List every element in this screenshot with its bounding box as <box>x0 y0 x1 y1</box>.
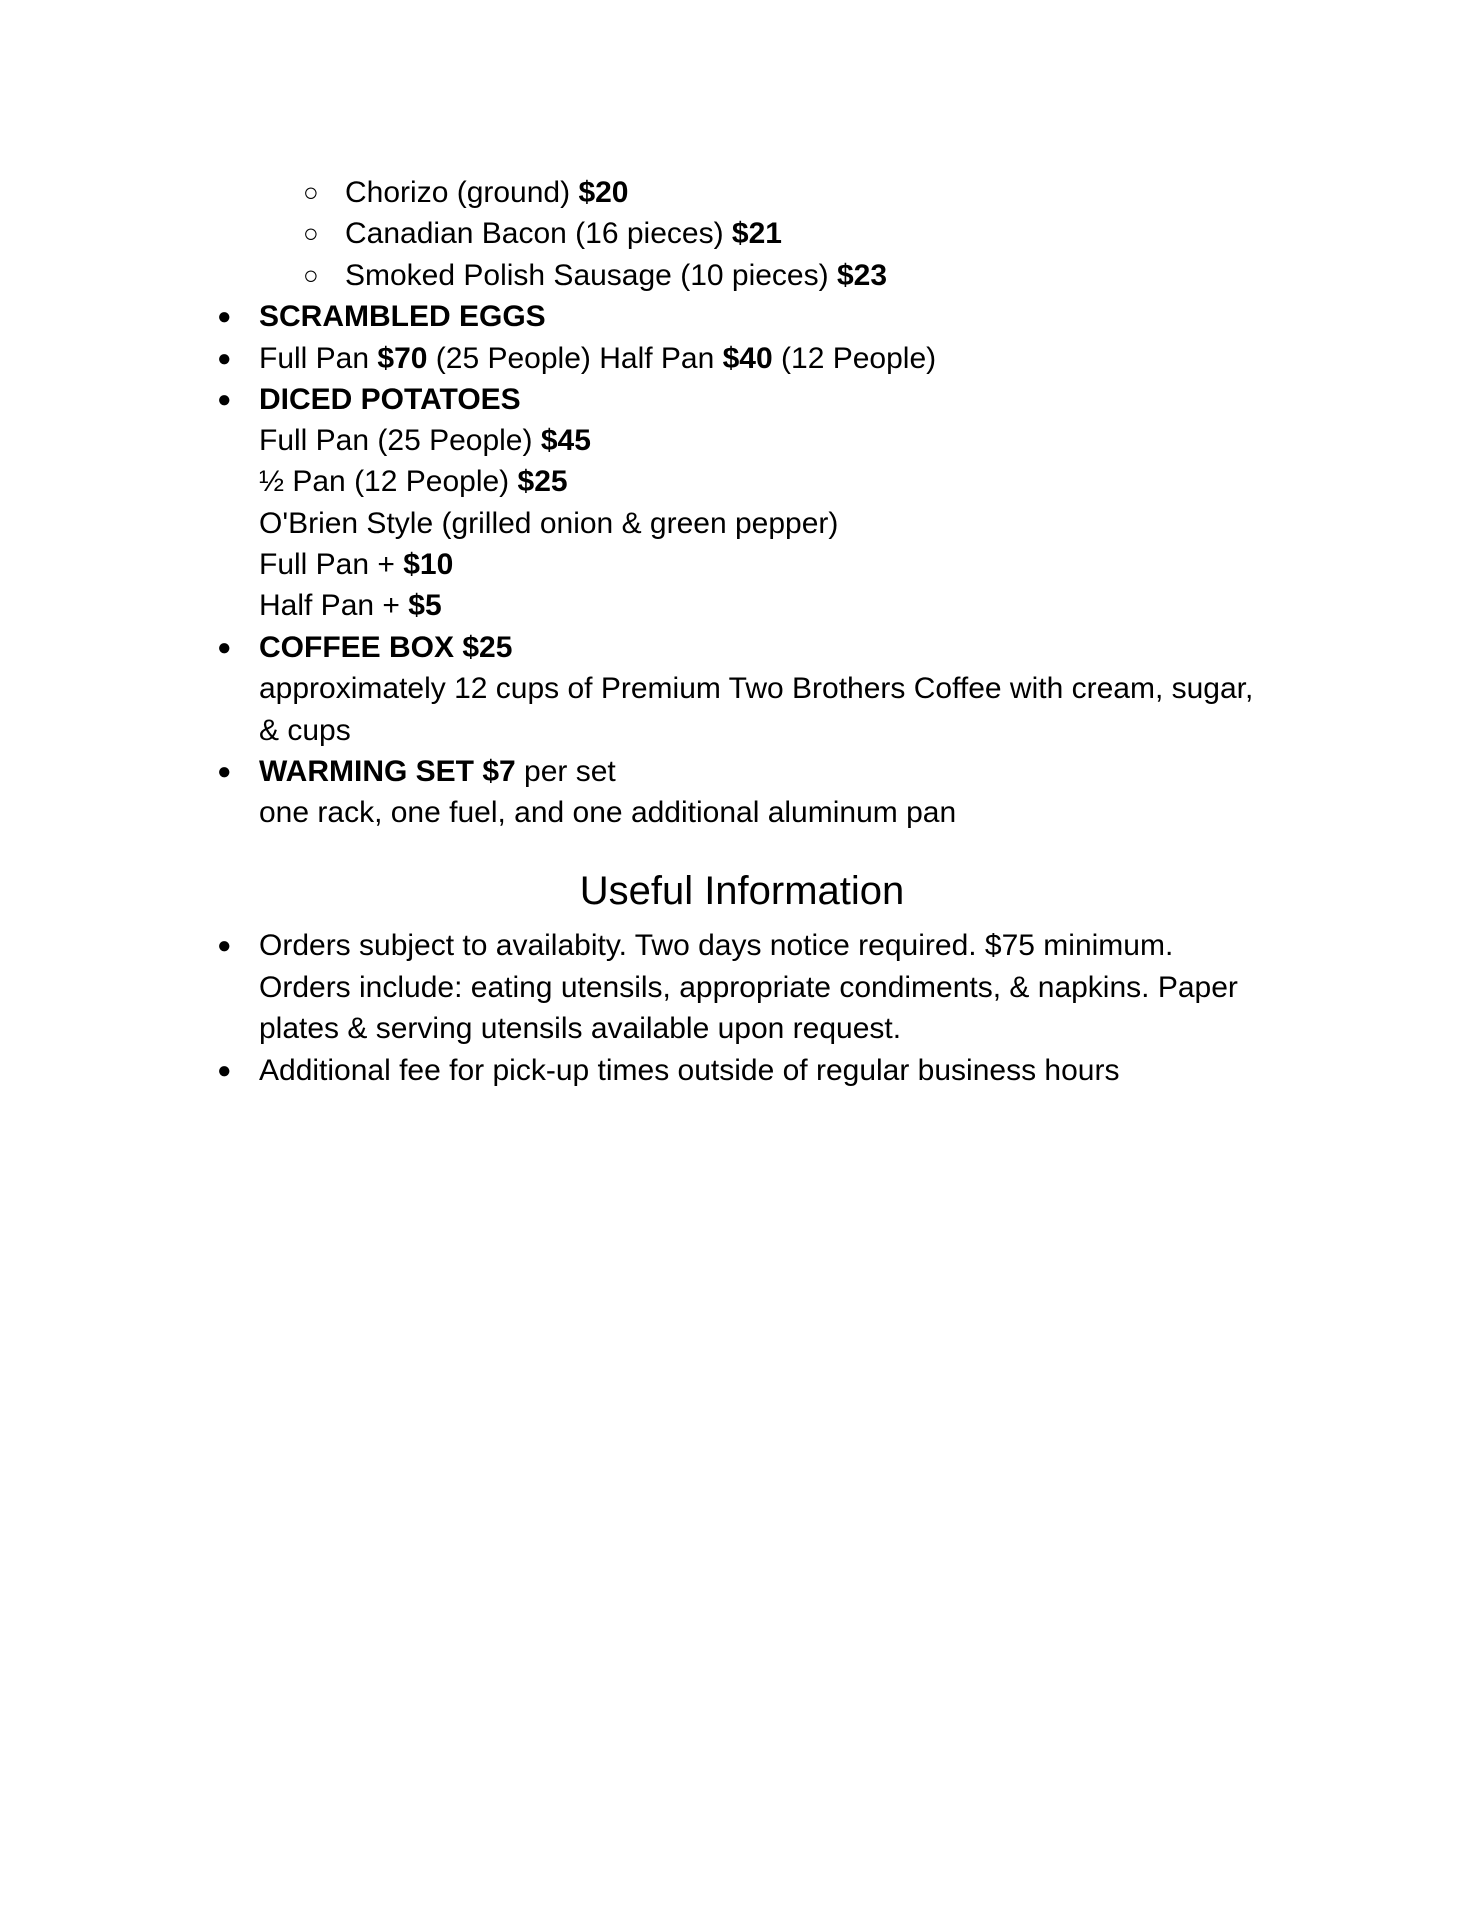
item-text: Additional fee for pick-up times outside of regular business hours <box>259 1054 1120 1087</box>
bullet-icon: ● <box>217 386 232 413</box>
item-title: WARMING SET $7 <box>259 755 516 788</box>
bullet-icon: ● <box>217 303 232 330</box>
diced-potatoes-obrien <box>259 503 838 544</box>
warming-set-title <box>259 751 616 792</box>
item-price: $10 <box>403 548 454 581</box>
bullet-icon: ● <box>217 758 232 785</box>
item-price: $40 <box>722 342 773 375</box>
item-text: ½ Pan (12 People) <box>259 465 518 498</box>
item-text: Orders subject to availabity. Two days notice required. $75 minimum. <box>259 929 1174 962</box>
item-text: Half Pan + <box>259 589 409 622</box>
list-item <box>345 213 782 254</box>
item-title: SCRAMBLED EGGS <box>259 300 546 333</box>
list-item <box>345 255 887 296</box>
item-text: & cups <box>259 714 351 747</box>
info-item-1-line1 <box>259 925 1173 966</box>
diced-potatoes-half <box>259 461 568 502</box>
bullet-icon: ● <box>217 932 232 959</box>
bullet-icon: ● <box>217 634 232 661</box>
coffee-box-desc-line1 <box>259 668 1253 709</box>
bullet-icon: ● <box>217 345 232 372</box>
item-title: DICED POTATOES <box>259 383 521 416</box>
item-title: COFFEE BOX $25 <box>259 631 513 664</box>
diced-potatoes-title <box>259 379 521 420</box>
coffee-box-desc-line2 <box>259 710 351 751</box>
list-item <box>345 172 629 213</box>
item-price: $23 <box>836 259 888 292</box>
item-text: Chorizo (ground) <box>345 176 579 209</box>
useful-information-heading: Useful Information <box>579 869 905 913</box>
info-item-2 <box>259 1050 1119 1091</box>
item-text: per set <box>515 755 616 788</box>
item-text: approximately 12 cups of Premium Two Brothers Coffee with cream, sugar, <box>259 672 1254 705</box>
item-price: $5 <box>408 589 442 622</box>
coffee-box-title <box>259 627 512 668</box>
sub-bullet-icon: ○ <box>303 177 319 207</box>
item-text: Full Pan <box>259 342 378 375</box>
item-text: (25 People) Half Pan <box>427 342 723 375</box>
bullet-icon: ● <box>217 1057 232 1084</box>
item-price: $21 <box>731 217 782 250</box>
item-text: Full Pan + <box>259 548 404 581</box>
warming-set-desc <box>259 792 956 833</box>
info-item-1-line2 <box>259 967 1238 1008</box>
item-text: Smoked Polish Sausage (10 pieces) <box>345 259 837 292</box>
item-price: $45 <box>540 424 591 457</box>
item-price: $70 <box>377 342 428 375</box>
sub-bullet-icon: ○ <box>303 260 319 290</box>
scrambled-eggs-prices <box>259 338 936 379</box>
diced-potatoes-full <box>259 420 591 461</box>
diced-potatoes-obrien-half <box>259 585 442 626</box>
item-text: (12 People) <box>772 342 937 375</box>
item-price: $20 <box>578 176 629 209</box>
info-item-1-line3 <box>259 1008 901 1049</box>
item-text: Full Pan (25 People) <box>259 424 541 457</box>
item-text: plates & serving utensils available upon request. <box>259 1012 902 1045</box>
item-text: Canadian Bacon (16 pieces) <box>345 217 732 250</box>
sub-bullet-icon: ○ <box>303 218 319 248</box>
scrambled-eggs-title <box>259 296 546 337</box>
item-text: O'Brien Style (grilled onion & green pepper) <box>259 507 839 540</box>
item-text: Orders include: eating utensils, appropriate condiments, & napkins. Paper <box>259 971 1238 1004</box>
diced-potatoes-obrien-full <box>259 544 453 585</box>
item-text: one rack, one fuel, and one additional aluminum pan <box>259 796 957 829</box>
item-price: $25 <box>517 465 568 498</box>
